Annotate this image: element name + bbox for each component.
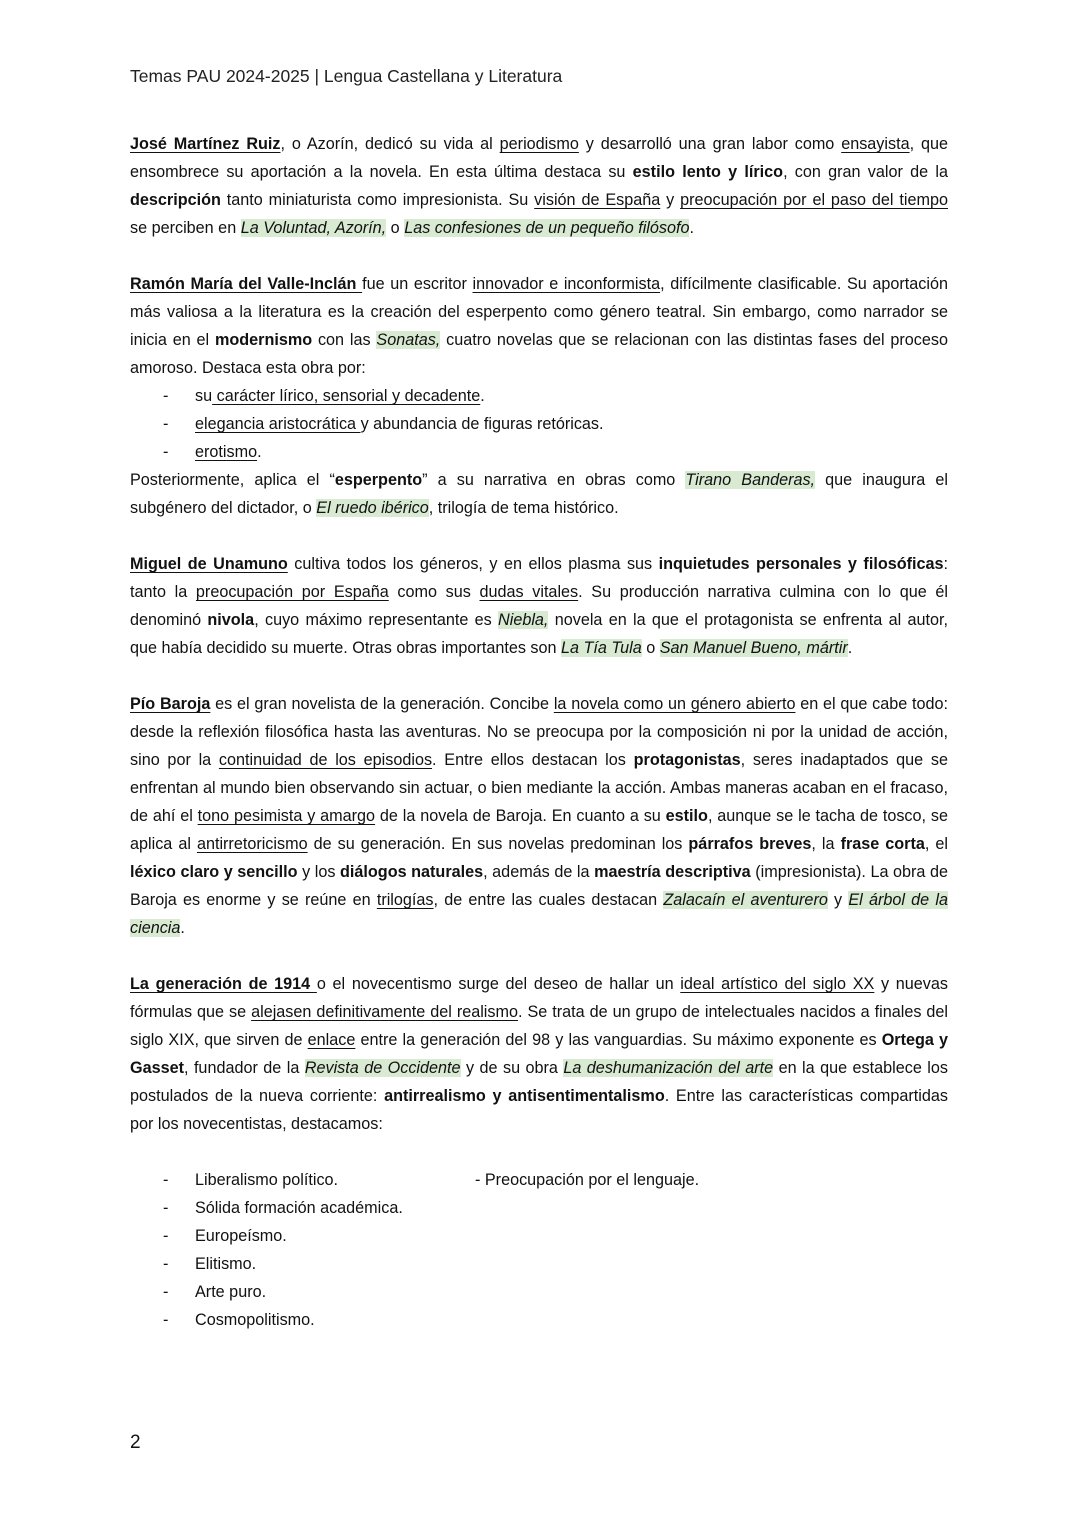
formatted-text: visión de España xyxy=(534,191,661,209)
formatted-text: trilogías xyxy=(376,891,434,909)
text-run: con las xyxy=(312,331,377,349)
formatted-text: esperpento xyxy=(334,471,423,489)
formatted-text: preocupación por el paso del tiempo xyxy=(680,191,948,209)
page-number: 2 xyxy=(130,1432,141,1453)
formatted-text: Las confesiones de un pequeño filósofo xyxy=(404,219,690,237)
formatted-text: Tirano Banderas, xyxy=(685,471,816,489)
text-run: o xyxy=(641,639,660,657)
formatted-text: carácter lírico, sensorial y decadente xyxy=(212,387,481,405)
text-run: y de su obra xyxy=(460,1059,564,1077)
text-run: se perciben en xyxy=(130,219,241,237)
features-columns xyxy=(130,1166,948,1334)
text-run: entre la generación del 98 y las vanguardias. Su máximo exponente es xyxy=(355,1031,882,1049)
formatted-text: antirretoricismo xyxy=(196,835,308,853)
text-run: , la xyxy=(811,835,841,853)
text-run: , o Azorín, dedicó su vida al xyxy=(280,135,500,153)
formatted-text: José Martínez Ruiz xyxy=(130,135,281,153)
text-run: , además de la xyxy=(483,863,595,881)
list-item: - Liberalismo político. xyxy=(130,1166,475,1194)
formatted-text: tono pesimista y amargo xyxy=(197,807,376,825)
text-run: ” a su narrativa en obras como xyxy=(422,471,686,489)
text-run: que inaugura el subgénero del dictador, o xyxy=(130,471,948,517)
formatted-text: elegancia aristocrática xyxy=(195,415,361,433)
text-run: o el novecentismo surge del deseo de hallar un xyxy=(316,975,681,993)
text-run: cultiva todos los géneros, y en ellos plasma sus xyxy=(287,555,659,573)
text-run: , difícilmente clasificable. Su aportación más valiosa a la literatura es la creación del esperpento como género teatral. Sin embargo, como narrador se inicia en el xyxy=(130,275,948,349)
formatted-text: La Voluntad, Azorín, xyxy=(240,219,387,237)
list-item xyxy=(130,410,948,438)
formatted-text: El ruedo ibérico xyxy=(316,499,429,517)
formatted-text: La deshumanización del arte xyxy=(563,1059,774,1077)
document-header: Temas PAU 2024-2025 | Lengua Castellana y Literatura xyxy=(130,66,563,86)
formatted-text: La generación de 1914 xyxy=(130,975,317,993)
text-run: es el gran novelista de la generación. Concibe xyxy=(210,695,554,713)
text-run: , cuyo máximo representante es xyxy=(254,611,499,629)
formatted-text: continuidad de los episodios xyxy=(218,751,433,769)
text-run: , trilogía de tema histórico. xyxy=(428,499,619,517)
formatted-text: párrafos breves xyxy=(688,835,812,853)
formatted-text: nivola xyxy=(207,611,255,629)
list-item: - Arte puro. xyxy=(130,1278,475,1306)
text-run: , de entre las cuales destacan xyxy=(433,891,664,909)
formatted-text: preocupación por España xyxy=(195,583,389,601)
text-run: . xyxy=(257,443,262,461)
formatted-text: estilo lento y lírico xyxy=(632,163,784,181)
text-run: , fundador de la xyxy=(184,1059,305,1077)
text-run: como sus xyxy=(388,583,480,601)
formatted-text: maestría descriptiva xyxy=(594,863,751,881)
formatted-text: periodismo xyxy=(499,135,579,153)
valle-inclan-list xyxy=(130,382,948,466)
text-run: novela en la que el protagonista se enfrenta al autor, que había decidido su muerte. Otras obras importantes son xyxy=(130,611,948,657)
list-item: - Europeísmo. xyxy=(130,1222,475,1250)
text-run: y xyxy=(827,891,849,909)
text-run: . xyxy=(847,639,853,657)
formatted-text: Pío Baroja xyxy=(130,695,211,713)
text-run: . xyxy=(180,919,185,937)
paragraph-azorin xyxy=(130,130,948,242)
formatted-text: Ramón María del Valle-Inclán xyxy=(130,275,363,293)
text-run: fue un escritor xyxy=(362,275,473,293)
formatted-text: erotismo xyxy=(195,443,258,461)
formatted-text: protagonistas xyxy=(633,751,741,769)
text-run: , seres inadaptados que se enfrentan al mundo bien observando sin actuar, o bien mediante la acción. Ambas maneras acaban en el fracaso, de ahí el xyxy=(130,751,949,825)
text-run: . Se trata de un grupo de intelectuales nacidos a finales del siglo XIX, que sirven de xyxy=(130,1003,948,1049)
text-run: y los xyxy=(297,863,341,881)
formatted-text: inquietudes personales y filosóficas xyxy=(658,555,944,573)
formatted-text: innovador e inconformista xyxy=(472,275,661,293)
formatted-text: dudas vitales xyxy=(479,583,579,601)
text-run: en la que establece los postulados de la nueva corriente: xyxy=(130,1059,948,1105)
formatted-text: antirrealismo y antisentimentalismo xyxy=(384,1087,665,1105)
formatted-text: Zalacaín el aventurero xyxy=(663,891,828,909)
formatted-text: ensayista xyxy=(841,135,910,153)
text-run: , aunque se le tacha de tosco, se aplica al xyxy=(130,807,948,853)
text-run: . xyxy=(480,387,485,405)
list-item: - Sólida formación académica. xyxy=(130,1194,475,1222)
list-item xyxy=(130,382,948,410)
formatted-text: Revista de Occidente xyxy=(304,1059,461,1077)
features-list-left xyxy=(130,1166,475,1334)
document-body xyxy=(130,130,948,1334)
formatted-text: Miguel de Unamuno xyxy=(130,555,288,573)
formatted-text: descripción xyxy=(130,191,221,209)
formatted-text: la novela como un género abierto xyxy=(553,695,796,713)
formatted-text: San Manuel Bueno, mártir xyxy=(659,639,848,657)
formatted-text: Ortega y Gasset xyxy=(130,1031,948,1077)
text-run: . Entre las características compartidas por los novecentistas, destacamos: xyxy=(130,1087,948,1133)
formatted-text: estilo xyxy=(665,807,708,825)
text-run: y desarrolló una gran labor como xyxy=(578,135,842,153)
list-item: - Cosmopolitismo. xyxy=(130,1306,475,1334)
text-run: Posteriormente, aplica el “ xyxy=(130,471,335,489)
list-item: - Elitismo. xyxy=(130,1250,475,1278)
text-run: de la novela de Baroja. En cuanto a su xyxy=(375,807,666,825)
paragraph-valle-inclan xyxy=(130,270,948,382)
formatted-text: diálogos naturales xyxy=(340,863,484,881)
formatted-text: La Tía Tula xyxy=(561,639,642,657)
formatted-text: léxico claro y sencillo xyxy=(130,863,298,881)
text-run: , que ensombrece su aportación a la novela. En esta última destaca su xyxy=(130,135,948,181)
formatted-text: modernismo xyxy=(214,331,313,349)
text-run: y nuevas fórmulas que se xyxy=(130,975,948,1021)
list-item xyxy=(130,438,948,466)
paragraph-generacion-1914 xyxy=(130,970,948,1138)
text-run: . Su producción narrativa culmina con lo que él denominó xyxy=(130,583,948,629)
formatted-text: Sonatas, xyxy=(376,331,441,349)
formatted-text: alejasen definitivamente del realismo xyxy=(251,1003,518,1021)
text-run: : tanto la xyxy=(130,555,948,601)
text-run: en el que cabe todo: desde la reflexión filosófica hasta las aventuras. No se preocupa por la composición ni por la unidad de acción, sino por la xyxy=(130,695,949,769)
features-list-right-item: - Preocupación por el lenguaje. xyxy=(475,1171,700,1189)
text-run: y xyxy=(660,191,681,209)
text-run: de su generación. En sus novelas predominan los xyxy=(307,835,689,853)
text-run: , el xyxy=(924,835,948,853)
text-run: su xyxy=(195,387,213,405)
paragraph-esperpento xyxy=(130,466,948,522)
formatted-text: Niebla, xyxy=(498,611,549,629)
text-run: cuatro novelas que se relacionan con las distintas fases del proceso amoroso. Destaca esta obra por: xyxy=(130,331,948,377)
formatted-text: ideal artístico del siglo XX xyxy=(680,975,875,993)
formatted-text: frase corta xyxy=(840,835,925,853)
text-run: o xyxy=(386,219,405,237)
paragraph-baroja xyxy=(130,690,948,942)
paragraph-unamuno xyxy=(130,550,948,662)
text-run: . xyxy=(689,219,694,237)
text-run: , con gran valor de la xyxy=(783,163,948,181)
text-run: (impresionista). La obra de Baroja es enorme y se reúne en xyxy=(130,863,948,909)
text-run: tanto miniaturista como impresionista. Su xyxy=(220,191,535,209)
formatted-text: enlace xyxy=(307,1031,356,1049)
formatted-text: El árbol de la ciencia xyxy=(130,891,948,937)
text-run: y abundancia de figuras retóricas. xyxy=(360,415,604,433)
text-run: . Entre ellos destacan los xyxy=(432,751,634,769)
